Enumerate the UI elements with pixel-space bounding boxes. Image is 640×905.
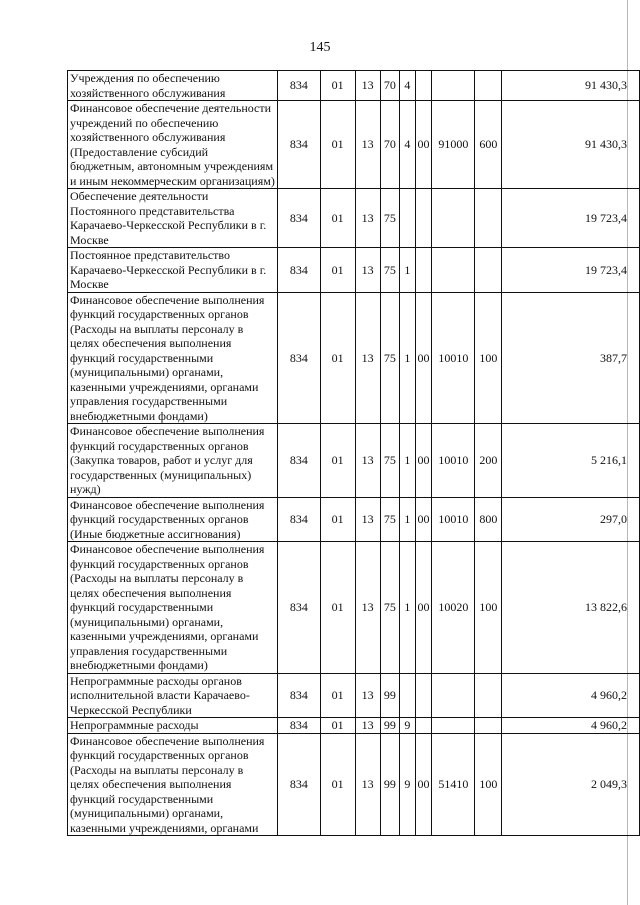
amount-cell: 19 723,4 <box>502 248 640 293</box>
program-code-cell: 75 <box>380 424 399 498</box>
direction-code-cell <box>415 673 432 718</box>
subsection-code-cell: 13 <box>355 733 380 836</box>
amount-cell: 13 822,6 <box>502 542 640 674</box>
section-code-cell: 01 <box>320 718 355 734</box>
row-name-cell: Непрограммные расходы <box>68 718 278 734</box>
subprogram-code-cell <box>399 189 415 248</box>
table-row <box>68 497 640 542</box>
subsection-code-cell: 13 <box>355 542 380 674</box>
subsection-code-cell: 13 <box>355 101 380 189</box>
expense-item-code-cell: 10020 <box>432 542 475 674</box>
section-code-cell: 01 <box>320 497 355 542</box>
direction-code-cell <box>415 718 432 734</box>
expense-item-code-cell <box>432 189 475 248</box>
subprogram-code-cell <box>399 673 415 718</box>
row-name-cell: Непрограммные расходы органов исполнительной власти Карачаево-Черкесской Республики <box>68 673 278 718</box>
table-row <box>68 189 640 248</box>
program-code-cell: 99 <box>380 718 399 734</box>
expense-item-code-cell: 10010 <box>432 424 475 498</box>
row-name-cell: Финансовое обеспечение деятельности учреждений по обеспечению хозяйственного обслуживания (Предоставление субсидий бюджетным, автономным учреждениям и иным некоммерческим организациям) <box>68 101 278 189</box>
department-code-cell: 834 <box>278 718 321 734</box>
amount-cell: 91 430,3 <box>502 101 640 189</box>
row-name-cell: Учреждения по обеспечению хозяйственного обслуживания <box>68 71 278 101</box>
subprogram-code-cell: 1 <box>399 292 415 424</box>
subprogram-code-cell: 9 <box>399 733 415 836</box>
expense-type-code-cell: 800 <box>475 497 502 542</box>
subsection-code-cell: 13 <box>355 497 380 542</box>
expense-type-code-cell: 100 <box>475 292 502 424</box>
direction-code-cell: 00 <box>415 101 432 189</box>
program-code-cell: 70 <box>380 101 399 189</box>
subsection-code-cell: 13 <box>355 189 380 248</box>
program-code-cell: 75 <box>380 542 399 674</box>
program-code-cell: 75 <box>380 292 399 424</box>
direction-code-cell: 00 <box>415 733 432 836</box>
department-code-cell: 834 <box>278 497 321 542</box>
expense-item-code-cell: 10010 <box>432 497 475 542</box>
expense-type-code-cell <box>475 248 502 293</box>
expense-type-code-cell: 100 <box>475 733 502 836</box>
program-code-cell: 75 <box>380 189 399 248</box>
direction-code-cell: 00 <box>415 292 432 424</box>
row-name-cell: Обеспечение деятельности Постоянного представительства Карачаево-Черкесской Республики в г. Москве <box>68 189 278 248</box>
department-code-cell: 834 <box>278 733 321 836</box>
subsection-code-cell: 13 <box>355 248 380 293</box>
program-code-cell: 70 <box>380 71 399 101</box>
direction-code-cell: 00 <box>415 424 432 498</box>
table-row <box>68 673 640 718</box>
amount-cell: 91 430,3 <box>502 71 640 101</box>
expense-type-code-cell <box>475 71 502 101</box>
subsection-code-cell: 13 <box>355 292 380 424</box>
program-code-cell: 99 <box>380 673 399 718</box>
expense-type-code-cell: 200 <box>475 424 502 498</box>
expense-item-code-cell <box>432 718 475 734</box>
table-row <box>68 292 640 424</box>
department-code-cell: 834 <box>278 101 321 189</box>
row-name-cell: Финансовое обеспечение выполнения функций государственных органов (Закупка товаров, работ и услуг для государственных (муниципальных) нужд) <box>68 424 278 498</box>
department-code-cell: 834 <box>278 542 321 674</box>
table-row <box>68 718 640 734</box>
subprogram-code-cell: 1 <box>399 248 415 293</box>
section-code-cell: 01 <box>320 424 355 498</box>
row-name-cell: Финансовое обеспечение выполнения функций государственных органов (Расходы на выплаты персоналу в целях обеспечения выполнения функций государственными (муниципальными) органами, казенными учреждениями, органами управления государственными внебюджетными фондами) <box>68 542 278 674</box>
row-name-cell: Постоянное представительство Карачаево-Черкесской Республики в г. Москве <box>68 248 278 293</box>
subprogram-code-cell: 1 <box>399 542 415 674</box>
direction-code-cell <box>415 71 432 101</box>
subprogram-code-cell: 1 <box>399 424 415 498</box>
direction-code-cell: 00 <box>415 497 432 542</box>
expense-item-code-cell: 51410 <box>432 733 475 836</box>
amount-cell: 387,7 <box>502 292 640 424</box>
row-name-cell: Финансовое обеспечение выполнения функций государственных органов (Расходы на выплаты персоналу в целях обеспечения выполнения функций государственными (муниципальными) органами, казенными учреждениями, органами <box>68 733 278 836</box>
amount-cell: 4 960,2 <box>502 673 640 718</box>
amount-cell: 2 049,3 <box>502 733 640 836</box>
department-code-cell: 834 <box>278 189 321 248</box>
program-code-cell: 75 <box>380 497 399 542</box>
row-name-cell: Финансовое обеспечение выполнения функций государственных органов (Иные бюджетные ассигнования) <box>68 497 278 542</box>
subsection-code-cell: 13 <box>355 673 380 718</box>
section-code-cell: 01 <box>320 101 355 189</box>
table-row <box>68 542 640 674</box>
subprogram-code-cell: 4 <box>399 101 415 189</box>
table-body <box>68 71 640 836</box>
section-code-cell: 01 <box>320 189 355 248</box>
subprogram-code-cell: 9 <box>399 718 415 734</box>
department-code-cell: 834 <box>278 424 321 498</box>
program-code-cell: 75 <box>380 248 399 293</box>
department-code-cell: 834 <box>278 292 321 424</box>
row-name-cell: Финансовое обеспечение выполнения функций государственных органов (Расходы на выплаты персоналу в целях обеспечения выполнения функций государственными (муниципальными) органами, казенными учреждениями, органами управления государственными внебюджетными фондами) <box>68 292 278 424</box>
expense-item-code-cell: 10010 <box>432 292 475 424</box>
subsection-code-cell: 13 <box>355 71 380 101</box>
section-code-cell: 01 <box>320 733 355 836</box>
expense-type-code-cell <box>475 718 502 734</box>
expense-type-code-cell: 600 <box>475 101 502 189</box>
table-row <box>68 733 640 836</box>
expense-item-code-cell: 91000 <box>432 101 475 189</box>
expense-item-code-cell <box>432 248 475 293</box>
expense-type-code-cell: 100 <box>475 542 502 674</box>
table-row <box>68 248 640 293</box>
page-number: 145 <box>309 40 331 55</box>
table-row <box>68 71 640 101</box>
expense-type-code-cell <box>475 189 502 248</box>
subsection-code-cell: 13 <box>355 424 380 498</box>
subprogram-code-cell: 1 <box>399 497 415 542</box>
expense-item-code-cell <box>432 71 475 101</box>
direction-code-cell <box>415 248 432 293</box>
department-code-cell: 834 <box>278 71 321 101</box>
section-code-cell: 01 <box>320 673 355 718</box>
amount-cell: 4 960,2 <box>502 718 640 734</box>
section-code-cell: 01 <box>320 292 355 424</box>
amount-cell: 297,0 <box>502 497 640 542</box>
direction-code-cell: 00 <box>415 542 432 674</box>
amount-cell: 5 216,1 <box>502 424 640 498</box>
subsection-code-cell: 13 <box>355 718 380 734</box>
department-code-cell: 834 <box>278 248 321 293</box>
section-code-cell: 01 <box>320 542 355 674</box>
subprogram-code-cell: 4 <box>399 71 415 101</box>
expense-item-code-cell <box>432 673 475 718</box>
program-code-cell: 99 <box>380 733 399 836</box>
section-code-cell: 01 <box>320 71 355 101</box>
direction-code-cell <box>415 189 432 248</box>
expense-type-code-cell <box>475 673 502 718</box>
table-row <box>68 101 640 189</box>
budget-table <box>67 70 640 836</box>
table-row <box>68 424 640 498</box>
section-code-cell: 01 <box>320 248 355 293</box>
department-code-cell: 834 <box>278 673 321 718</box>
amount-cell: 19 723,4 <box>502 189 640 248</box>
